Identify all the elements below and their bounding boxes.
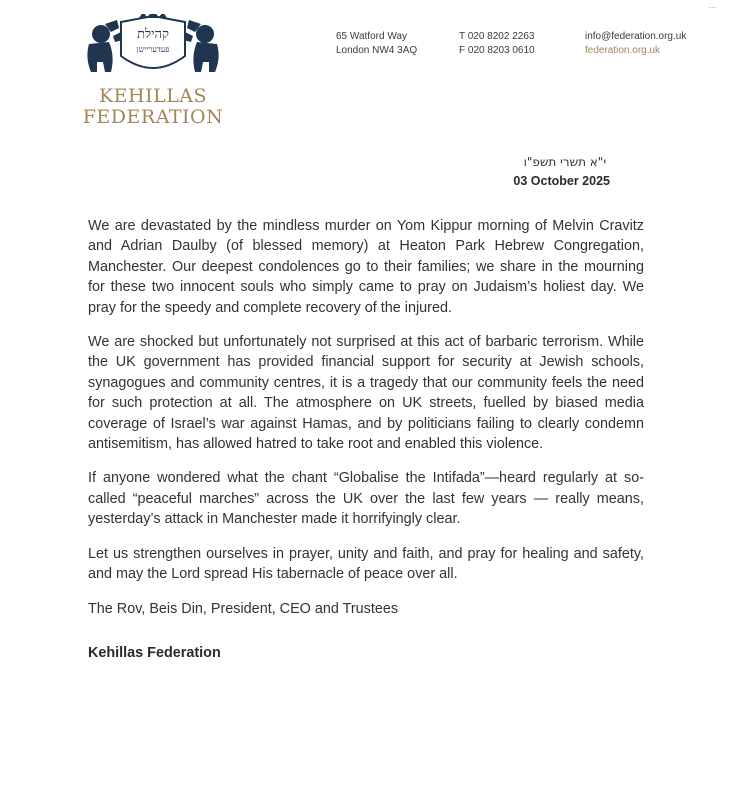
org-name-line2: FEDERATION: [82, 106, 224, 128]
paragraph-1: We are devastated by the mindless murder on Yom Kippur morning of Melvin Cravitz and Adrian Daulby (of blessed memory) at Heaton Park Hebrew Congregation, Manchester. Our deepest condolences go to their families; we share in the mourning for these two innocent souls who simply came to pray on Judaism’s holiest day. We pray for the speedy and complete recovery of the injured.: [88, 218, 644, 316]
address-line2: London NW4 3AQ: [336, 45, 418, 56]
paragraph-4: Let us strengthen ourselves in prayer, unity and faith, and pray for healing and safety, and may the Lord spread His tabernacle of peace over all.: [88, 545, 644, 583]
phone-number: T 020 8202 2263: [459, 31, 535, 42]
org-hebrew-bottom: פעדעריישן: [136, 45, 170, 54]
paragraph-2: We are shocked but unfortunately not surprised at this act of barbaric terrorism. While the UK government has provided financial support for security at Jewish schools, synagogues and community centres, it is a tragedy that our community feels the need for such protection at all. The atmosphere on UK streets, fuelled by biased media coverage of Israel’s war against Hamas, and by politicians failing to clearly condemn antisemitism, has allowed hatred to take root and enabled this violence.: [88, 334, 644, 453]
corner-mark: ...: [708, 0, 716, 10]
address-line1: 65 Watford Way: [336, 31, 407, 42]
federation-logo: [80, 14, 226, 128]
letter-body: [88, 216, 644, 677]
lions-crest-icon: [83, 14, 223, 82]
signatories: The Rov, Beis Din, President, CEO and Trustees: [88, 600, 399, 617]
hebrew-date: י"א תשרי תשפ"ו: [523, 155, 606, 169]
fax-number: F 020 8203 0610: [459, 45, 535, 56]
org-hebrew-top: קהילת: [137, 27, 169, 42]
signoff-org: Kehillas Federation: [88, 644, 221, 661]
phone-block: [459, 30, 535, 58]
address-block: [336, 30, 417, 58]
web-block: [585, 30, 686, 58]
paragraph-3: If anyone wondered what the chant “Globalise the Intifada”—heard regularly at so-called “peaceful marches” across the UK over the last few years — really means, yesterday’s attack in Manchester made it horrifyingly clear.: [88, 470, 644, 528]
english-date: 03 October 2025: [513, 174, 610, 188]
email-link[interactable]: info@federation.org.uk: [585, 31, 687, 42]
website-link[interactable]: federation.org.uk: [585, 45, 661, 56]
org-name-line1: KEHILLAS: [98, 85, 208, 107]
